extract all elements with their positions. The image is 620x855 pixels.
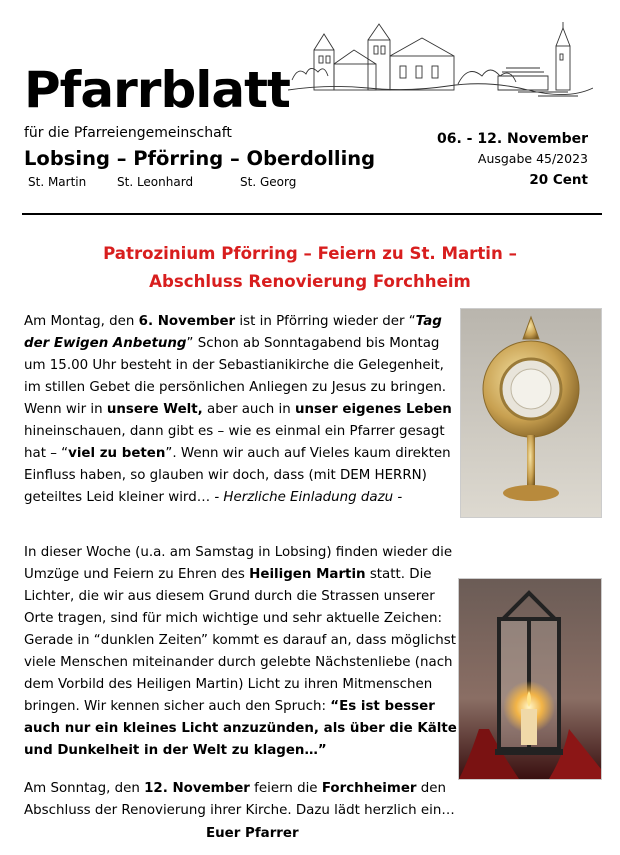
lantern-candle-photo [458, 578, 602, 780]
parish-names: Lobsing – Pförring – Oberdolling [24, 147, 376, 170]
text: Am Montag, den [24, 314, 139, 329]
text: den Abschluss der Renovierung ihrer Kirche. Dazu lädt herzlich ein… [24, 781, 455, 818]
bold-text: Forchheimer [321, 781, 417, 796]
patron-st-martin: St. Martin [28, 175, 87, 189]
text: hineinschauen, dann gibt es – wie es einmal ein Pfarrer gesagt hat – “ [24, 424, 445, 461]
patron-st-georg: St. Georg [240, 175, 297, 189]
paragraph-anbetung [24, 311, 454, 509]
price: 20 Cent [529, 172, 588, 188]
article-headline [20, 240, 600, 296]
bold-text: 6. November [138, 314, 236, 329]
masthead-subtitle: für die Pfarreiengemeinschaft [24, 125, 232, 141]
bold-text: 12. November [144, 781, 250, 796]
issue-number: Ausgabe 45/2023 [477, 151, 588, 166]
bold-text: “Es ist besser auch nur ein kleines Licht anzuzünden, als über die Kälte und Dunkelheit in der Welt zu klagen…” [24, 699, 457, 758]
issue-date: 06. - 12. November [437, 131, 588, 147]
text: statt. Die Lichter, die wir aus diesem Grund durch die Strassen unserer Orte tragen, sind für mich wichtige und sehr aktuelle Zeichen: Gerade in “dunklen Zeiten” kommt es darauf an, dass möglichst viele Menschen miteinander durch gelebte Nächstenliebe (nach dem Vorbild des Heiligen Martin) Licht zu ihren Mitmenschen bringen. Wir kennen sicher auch den Spruch: [24, 567, 457, 714]
bold-italic-text: Tag der Ewigen Anbetung [24, 314, 442, 351]
text: ist in Pförring wieder der “ [235, 314, 416, 329]
header-divider [22, 213, 602, 215]
bold-text: Heiligen Martin [249, 567, 366, 582]
masthead-title: Pfarrblatt [24, 61, 290, 119]
patron-st-leonhard: St. Leonhard [117, 175, 194, 189]
italic-text: - Herzliche Einladung dazu - [214, 490, 403, 505]
text: ”. Wenn wir auch auf Vieles kaum direkten Einfluss haben, so glauben wir doch, dass (mit DEM HERRN) geteiltes Leid kleiner wird… [24, 446, 451, 505]
text: aber auch in [202, 402, 295, 417]
text: In dieser Woche (u.a. am Samstag in Lobsing) finden wieder die Umzüge und Feiern zu Ehren des [24, 545, 453, 582]
text: Am Sonntag, den [24, 781, 145, 796]
church-village-sketch [288, 20, 593, 102]
paragraph-martin [24, 542, 460, 762]
monstrance-photo [460, 308, 602, 518]
bold-text: viel zu beten [68, 446, 166, 461]
text: feiern die [249, 781, 322, 796]
paragraph-forchheim [24, 778, 504, 822]
bold-text: unser eigenes Leben [294, 402, 452, 417]
headline-line-2: Abschluss Renovierung Forchheim [149, 272, 471, 291]
bold-text: unsere Welt, [106, 402, 203, 417]
signature: Euer Pfarrer [206, 826, 299, 841]
text: ” Schon ab Sonntagabend bis Montag um 15.00 Uhr besteht in der Sebastianikirche die Gelegenheit, im stillen Gebet die persönlichen Anliegen zu Jesus zu bringen. Wenn wir in [24, 336, 447, 417]
headline-line-1: Patrozinium Pförring – Feiern zu St. Martin – [103, 244, 517, 263]
